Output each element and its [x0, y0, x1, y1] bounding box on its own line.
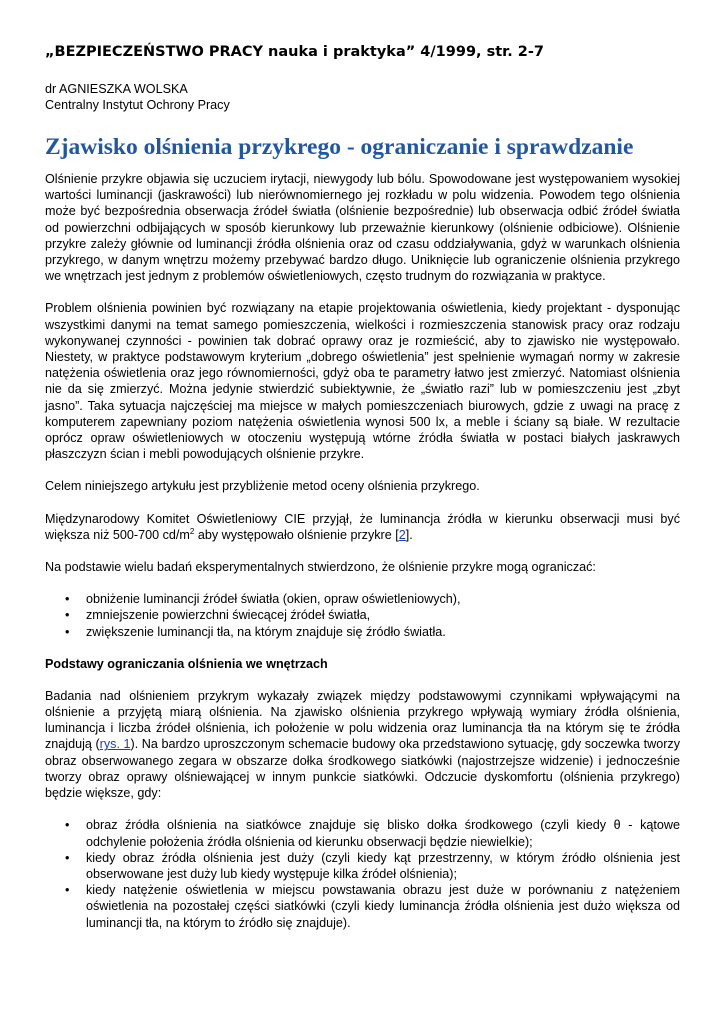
research-text-before: Badania nad olśnieniem przykrym wykazały związek między podstawowymi czynnikami wpływającymi na olśnienie a przyjętą miarą olśnienia. Na zjawisko olśnienia przykrego wpływają wymiary źródła olśnienia, luminancja i liczba źródeł olśnienia, ich położenie w polu widzenia oraz luminancja tła na którym się te źródła znajdują (	[45, 688, 680, 752]
superscript-exponent: 2	[189, 526, 195, 536]
paragraph-design-problem: Problem olśnienia powinien być rozwiązany na etapie projektowania oświetlenia, kiedy projektant - dysponując wszystkimi danymi na temat samego pomieszczenia, wielkości i rozmieszczenia stanowisk pracy oraz rodzaju wykonywanej czynności - powinien tak dobrać oprawy oraz je rozmieścić, aby to zjawisko nie występowało. Niestety, w praktyce podstawowym kryterium „dobrego oświetlenia” jest spełnienie wymagań normy w zakresie natężenia oświetlenia oraz jego równomierności, gdyż oba te parametry łatwo jest zmierzyć. Natomiast olśnienia nie da się zmierzyć. Można jedynie stwierdzić subiektywnie, że „światło razi” lub w pomieszczeniu jest „zbyt jasno”. Taka sytuacja najczęściej ma miejsce w małych pomieszczeniach biurowych, gdzie z uwagi na pracę z komputerem zapewniany poziom natężenia oświetlenia wynosi 500 lx, a meble i ściany są białe. W rezultacie oprócz opraw oświetleniowych w otoczeniu występują wtórne źródła światła w postaci białych jaskrawych płaszczyzn ścian i mebli powodujących olśnienie przykre.	[45, 301, 680, 462]
article-title: Zjawisko olśnienia przykrego - ograniczanie i sprawdzanie	[45, 134, 634, 160]
list-item: • zwiększenie luminancji tła, na którym znajduje się źródło światła.	[86, 624, 680, 640]
author-institution: Centralny Instytut Ochrony Pracy	[45, 98, 230, 112]
paragraph-aim: Celem niniejszego artykułu jest przybliżenie metod oceny olśnienia przykrego.	[45, 479, 480, 494]
discomfort-conditions-list	[45, 817, 680, 930]
paragraph-cie	[45, 511, 680, 543]
journal-citation: „BEZPIECZEŃSTWO PRACY nauka i praktyka” 4/1999, str. 2-7	[45, 44, 544, 60]
figure-link-rys-1[interactable]: rys. 1	[99, 737, 131, 752]
list-item: • obniżenie luminancji źródeł światła (okien, opraw oświetleniowych),	[86, 591, 680, 607]
reference-link-2[interactable]: 2	[398, 527, 406, 542]
paragraph-intro: Olśnienie przykre objawia się uczuciem irytacji, niewygody lub bólu. Spowodowane jest występowaniem wysokiej wartości luminancji (jaskrawości) lub nierównomiernego jej rozkładu w polu widzenia. Powodem tego olśnienia może być bezpośrednia obserwacja źródeł światła (olśnienie bezpośrednie) lub obserwacja odbić źródeł światła od powierzchni odbijających w sposób kierunkowy lub przeważnie kierunkowy (olśnienie odbiciowe). Olśnienie przykre zależy głównie od luminancji źródła olśnienia oraz od czasu oddziaływania, gdyż w warunkach olśnienia przykrego, w danym wnętrzu możemy przebywać bardzo długo. Uniknięcie lub ograniczenie olśnienia przykrego we wnętrzach jest jednym z problemów oświetleniowych, często trudnym do rozwiązania w praktyce.	[45, 172, 680, 284]
paragraph-research	[45, 688, 680, 801]
paragraph-limiting-factors: Na podstawie wielu badań eksperymentalnych stwierdzono, że olśnienie przykre mogą ograniczać:	[45, 560, 596, 575]
research-text-after: ). Na bardzo uproszczonym schemacie budowy oka przedstawiono sytuację, gdy soczewka tworzy obraz obserwowanego zegara w obszarze dołka środkowego siatkówki (najostrzejsze widzenie) i jednocześnie tworzy obraz oprawy olśniewającej w innym punkcie siatkówki. Odczucie dyskomfortu (olśnienia przykrego) będzie większe, gdy:	[45, 737, 680, 801]
list-item: • zmniejszenie powierzchni świecącej źródeł światła,	[86, 607, 680, 623]
cie-text-before: Międzynarodowy Komitet Oświetleniowy CIE przyjął, że luminancja źródła w kierunku obserwacji musi być większa niż 500-700 cd/m	[45, 511, 680, 542]
section-heading: Podstawy ograniczania olśnienia we wnętrzach	[45, 656, 328, 671]
list-item: • kiedy obraz źródła olśnienia jest duży (czyli kiedy kąt przestrzenny, w którym źródło olśnienia jest obserwowane jest duży lub kiedy występuje kilka źródeł olśnienia);	[86, 850, 680, 882]
cie-text-after: ].	[405, 527, 413, 542]
list-item: • obraz źródła olśnienia na siatkówce znajduje się blisko dołka środkowego (czyli kiedy θ - kątowe odchylenie położenia źródła olśnienia od kierunku obserwacji będzie niewielkie);	[86, 817, 680, 849]
list-item: • kiedy natężenie oświetlenia w miejscu powstawania obrazu jest duże w porównaniu z natężeniem oświetlenia na pozostałej części siatkówki (czyli kiedy luminancja źródła olśnienia jest dużo większa od luminancji tła, na którym to źródło się znajduje).	[86, 882, 680, 931]
author-name: dr AGNIESZKA WOLSKA	[45, 82, 188, 96]
limiting-factors-list	[45, 591, 680, 640]
cie-text-middle: aby występowało olśnienie przykre [	[194, 527, 399, 542]
